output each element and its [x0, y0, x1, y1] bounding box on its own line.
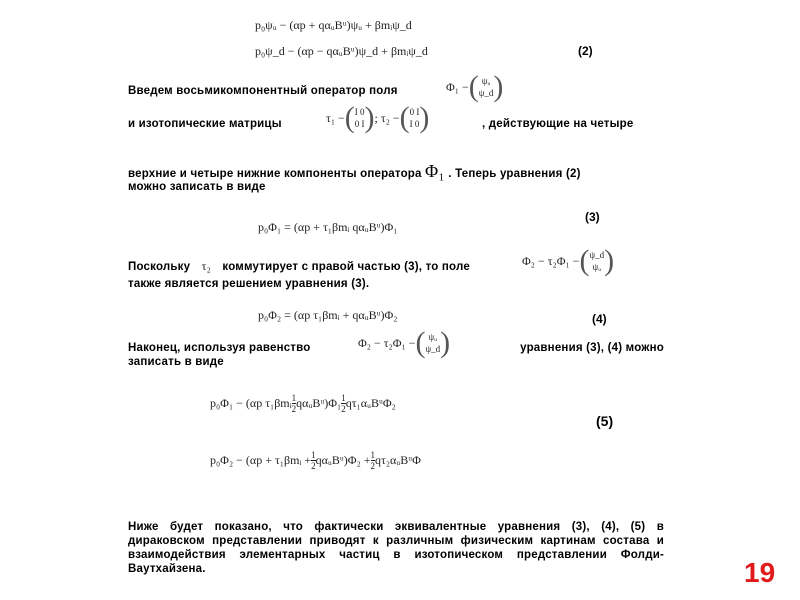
equation-5b: p₀Φ₂ − (αp + τ₁βmᵢ + $\frac{1}{2}$ qαᵤBᵘ)Φ₂ + $\frac{1}{2}$ qτ₂αᵤBᵘΦ	[210, 450, 421, 471]
paragraph-upper-lower-cont: можно записать в виде	[128, 181, 266, 193]
paragraph-since-cont: также является решением уравнения (3).	[128, 278, 370, 290]
phi1-symbol: Φ₁	[425, 161, 445, 181]
paragraph-finally-cont: записать в виде	[128, 356, 224, 368]
equation-number-5: (5)	[596, 413, 614, 429]
equation-4: p₀Φ₂ = (αp τ₁βmᵢ + qαᵤBᵘ)Φ₂	[258, 308, 398, 322]
equation-5a: p₀Φ₁ − (αp τ₁βmᵢ $\frac{1}{2}$ qαᵤBᵘ)Φ₁ $\frac{1}{2}$ qτ₁αᵤBᵘΦ₂	[210, 393, 396, 414]
equation-top-1: p₀ψᵤ − (αp + qαᵤBᵘ)ψᵤ + βmᵢψ_d	[255, 18, 412, 32]
right-paren-icon: )	[493, 70, 504, 103]
paragraph-conclusion: Ниже будет показано, что фактически эквивалентные уравнения (3), (4), (5) в дираковском представлении приводят к различным физическим картинам состава и взаимодействия элементарных частиц в изотопическом представлении Фолди-Ваутхайзена.	[128, 521, 664, 575]
paragraph-since: Поскольку τ₂ коммутирует с правой частью (3), то поле	[128, 259, 470, 273]
paragraph-finally-end: уравнения (3), (4) можно	[520, 342, 664, 354]
paragraph-isotopic-matrices: и изотопические матрицы	[128, 118, 282, 130]
paragraph-upper-lower: верхние и четыре нижние компоненты оператора Φ₁ . Теперь уравнения (2)	[128, 161, 581, 181]
equation-3: p₀Φ₁ = (αp + τ₁βmᵢ qαᵤBᵘ)Φ₁	[258, 220, 398, 234]
equation-number-2: (2)	[578, 44, 593, 58]
page-number: 19	[744, 557, 776, 588]
paragraph-finally: Наконец, используя равенство	[128, 342, 311, 354]
equation-number-4: (4)	[592, 312, 607, 326]
left-paren-icon: (	[468, 70, 479, 103]
tau-matrices: τ₁ − ( I 0 0 I ) ; τ₂ − ( 0 I I 0 )	[326, 101, 430, 134]
equation-number-3: (3)	[585, 210, 600, 224]
equation-top-2: p₀ψ_d − (αp − qαᵤBᵘ)ψ_d + βmᵢψ_d	[255, 44, 428, 58]
paragraph-intro-operator: Введем восьмикомпонентный оператор поля	[128, 85, 398, 97]
phi2-definition: Φ₂ − τ₂Φ₁ − ( ψ_d ψᵤ )	[522, 244, 615, 277]
phi2-equality: Φ₂ − τ₂Φ₁ − ( ψᵤ ψ_d )	[358, 326, 451, 359]
phi1-definition: Φ₁ − ( ψᵤ ψ_d )	[446, 70, 504, 103]
paragraph-isotopic-matrices-end: , действующие на четыре	[482, 118, 634, 130]
